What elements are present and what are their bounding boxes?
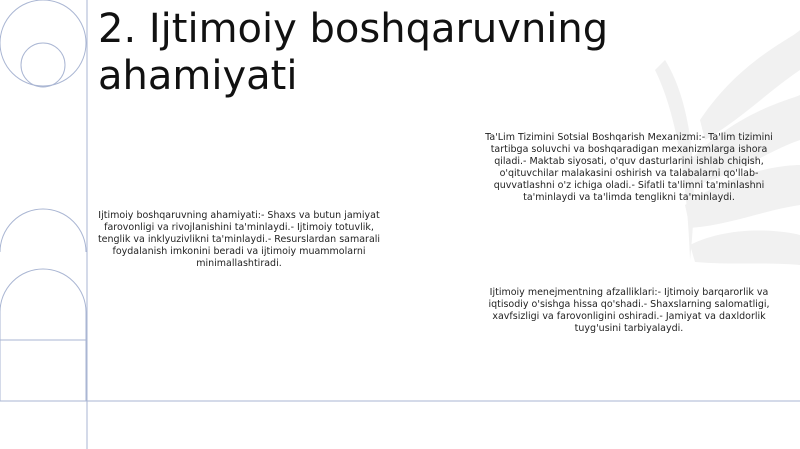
mid-arch [0, 209, 86, 252]
top-inner-circle [21, 43, 65, 87]
text-block-importance: Ijtimoiy boshqaruvning ahamiyati:- Shaxs va butun jamiyat farovonligi va rivojlanishini ta'minlaydi.- Ijtimoiy totuvlik, tenglik va inklyuzivlikni ta'minlaydi.- Resurslardan samarali foydalanish imkonini beradi va ijtimoiy muammolarni minimallashtiradi. [97, 210, 381, 269]
slide-title: 2. Ijtimoiy boshqaruvning ahamiyati [98, 6, 609, 99]
text-block-advantages: Ijtimoiy menejmentning afzalliklari:- Ijtimoiy barqarorlik va iqtisodiy o'sishga hissa qo'shadi.- Shaxslarning salomatligi, xavfsizligi va farovonligini oshiradi.- Jamiyat va daxldorlik tuyg'usini tarbiyalaydi. [488, 287, 770, 334]
lower-arch [0, 269, 86, 401]
text-block-education-mechanism: Ta'Lim Tizimini Sotsial Boshqarish Mexanizmi:- Ta'lim tizimini tartibga soluvchi va boshqaradigan mexanizmlarga ishora qiladi.- Maktab siyosati, o'quv dasturlarini ishlab chiqish, o'qituvchilar malakasini oshirish va talabalarni qo'llab-quvvatlashni o'z ichiga oladi.- Sifatli ta'limni ta'minlashni ta'minlaydi va ta'limda tenglikni ta'minlaydi. [485, 132, 773, 203]
